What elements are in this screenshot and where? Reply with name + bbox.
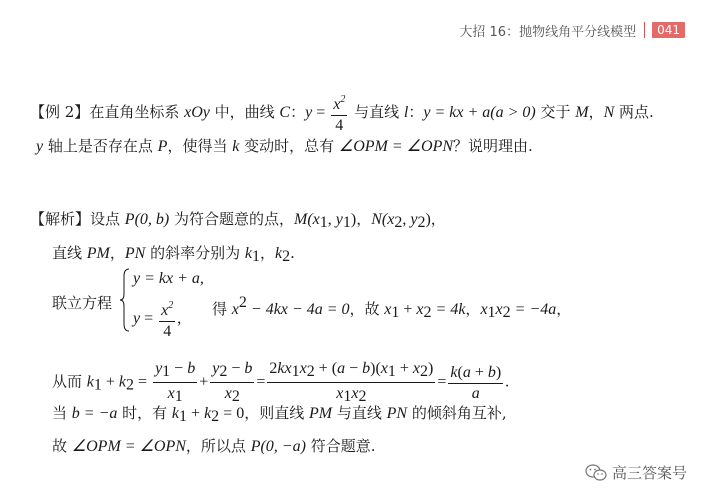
wechat-icon xyxy=(585,464,607,482)
solution-line-3-result: 得 $x^2 - 4kx - 4a = 0$，故 $x_1 + x_2 = 4k$，$x_1x_2 = -4a$， xyxy=(212,294,572,321)
solution-line-4: 从而 $k_1 + k_2$ = $\frac{y_1 - b}{x_1}$ + $\frac{y_2 - b}{x_2}$ = $\frac{2kx_1x_2 + (a - b)(x_1 + x_2)}{x_1x_2}$ = $\frac{k(a + b)}{a}$ . xyxy=(52,360,510,405)
page-header xyxy=(459,20,685,40)
solution-line-5: 当 b = −a 时，有 $k_1 + k_2 = 0$，则直线 PM 与直线 PN 的倾斜角互补, xyxy=(52,404,507,425)
line-equation: y = kx + a(a > 0) xyxy=(423,104,536,121)
equation-system xyxy=(120,266,204,340)
solution-line-1: 【解析】设点 P(0, b) 为符合题意的点，$M(x_1$, $y_1$)，$N(x_2$, $y_2$)， xyxy=(30,210,446,231)
angle-equation: ∠OPM = ∠OPN xyxy=(338,138,454,155)
solution-line-2: 直线 PM，PN 的斜率分别为 $k_1$，$k_2$. xyxy=(52,244,295,265)
solution-label: 【解析】 xyxy=(30,210,91,228)
header-divider xyxy=(644,22,645,38)
left-brace xyxy=(120,268,130,332)
system-eq-1: y = kx + a, xyxy=(133,270,204,287)
watermark-text: 高三答案号 xyxy=(611,464,687,482)
fraction-x2-over-4: $\frac{x^2}{4}$ xyxy=(331,90,347,136)
problem-line-2: y 轴上是否存在点 P，使得当 k 变动时，总有 ∠OPM = ∠OPN？说明理由. xyxy=(36,137,533,155)
header-title: 大招 16：抛物线角平分线模型 xyxy=(459,24,637,40)
problem-label: 【例 2】 xyxy=(30,103,90,121)
system-eq-2: y = $\frac{x^2}{4}$ , xyxy=(133,296,181,342)
page-number: 041 xyxy=(652,22,685,38)
problem-line-1: 【例 2】在直角坐标系 xOy 中，曲线 C：y = $\frac{x^2}{4}$ 与直线 l：y = kx + a(a > 0) 交于 M，N 两点. xyxy=(30,90,654,136)
solution-line-3-label: 联立方程 xyxy=(52,294,113,312)
watermark xyxy=(585,462,687,483)
solution-line-6: 故 ∠OPM = ∠OPN，所以点 P(0, −a) 符合题意. xyxy=(52,437,376,455)
